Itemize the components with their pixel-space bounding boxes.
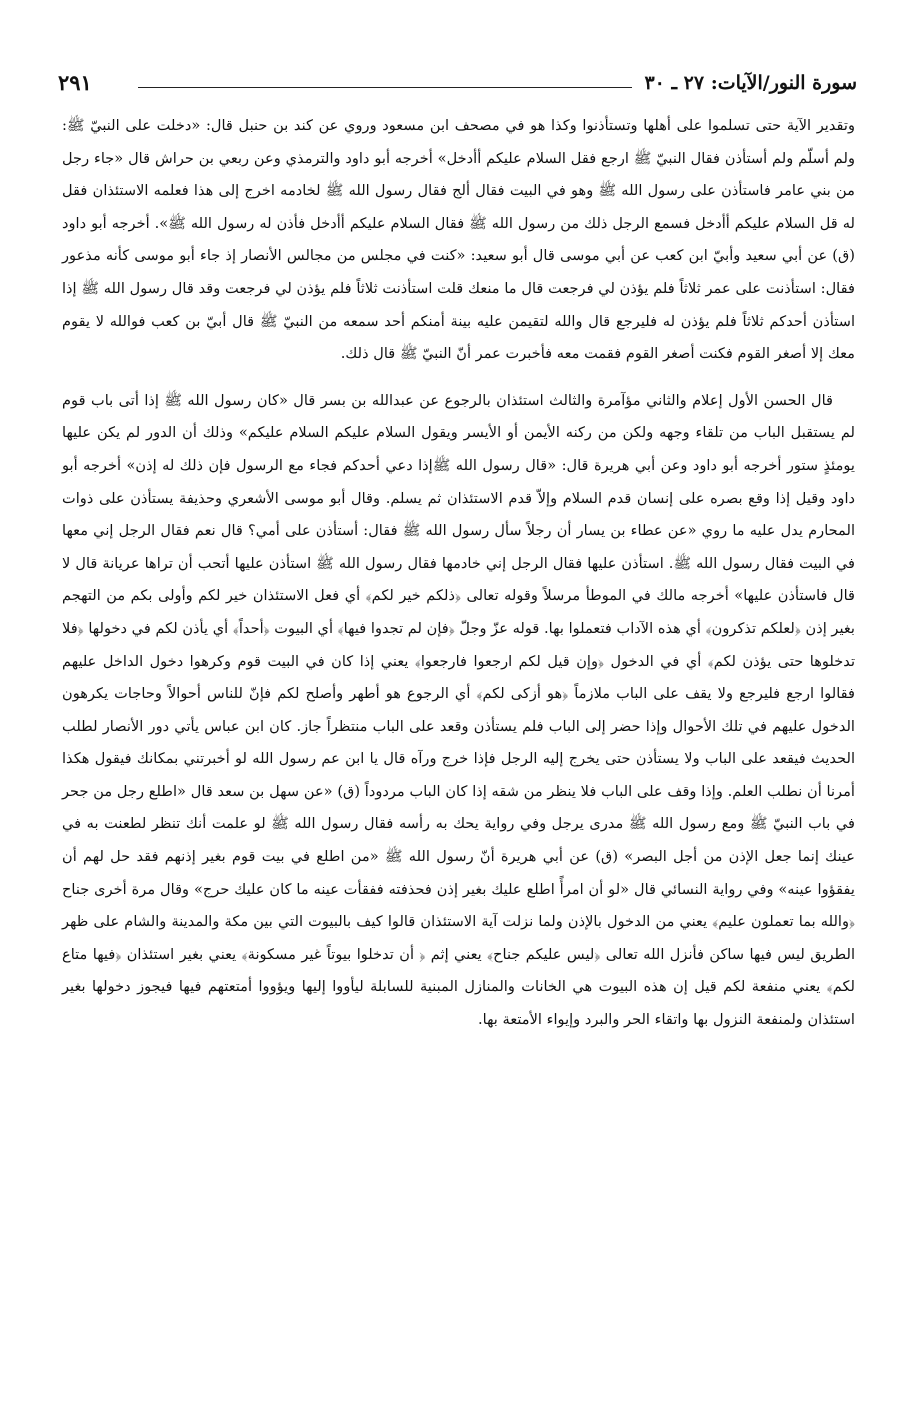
- surah-title: سورة النور/الآيات: ٢٧ ـ ٣٠: [644, 72, 857, 94]
- paragraph-1: وتقدير الآية حتى تسلموا على أهلها وتستأذنوا وكذا هو في مصحف ابن مسعود وروي عن كند بن حنبل قال: «دخلت على النبيّ ﷺ: ولم أسلّم ولم أستأذن فقال النبيّ ﷺ ارجع فقل السلام عليكم أأدخل» أخرجه أبو داود والترمذي وعن ربعي بن حراش قال «جاء رجل من بني عامر فاستأذن على رسول الله ﷺ وهو في البيت فقال ألج فقال رسول الله ﷺ لخادمه اخرج إلى هذا فعلمه الاستئذان فقل له قل السلام عليكم أأدخل فسمع الرجل ذلك من رسول الله ﷺ فقال السلام عليكم أأدخل فأذن له رسول الله ﷺ». أخرجه أبو داود (ق) عن أبي سعيد وأبيّ ابن كعب عن أبي موسى قال أبو سعيد: «كنت في مجلس من مجالس الأنصار إذ جاء أبو موسى كأنه مذعور فقال: استأذنت على عمر ثلاثاً فلم يؤذن لي فرجعت قال ما منعك قلت استأذنت ثلاثاً فلم يؤذن لي فرجعت وقد قال رسول الله ﷺ إذا استأذن أحدكم ثلاثاً فلم يؤذن له فليرجع قال والله لتقيمن عليه بينة أمنكم أحد سمعه من النبيّ ﷺ قال أبيّ بن كعب فوالله لا يقوم معك إلا أصغر القوم فكنت أصغر القوم فقمت معه فأخبرت عمر أنّ النبيّ ﷺ قال ذلك.: [62, 117, 855, 363]
- page-body: [62, 110, 855, 1037]
- header-rule: [138, 87, 632, 88]
- paragraph-2: قال الحسن الأول إعلام والثاني مؤآمرة والثالث استئذان بالرجوع عن عبدالله بن بسر قال «كان رسول الله ﷺ إذا أتى باب قوم لم يستقبل الباب من تلقاء وجهه ولكن من ركنه الأيمن أو الأيسر ويقول السلام عليكم السلام عليكم» وذلك أن الدور لم يكن عليها يومئذٍ ستور أخرجه أبو داود وعن أبي هريرة قال: «قال رسول الله ﷺإذا دعي أحدكم فجاء مع الرسول فإن ذلك له إذن» أخرجه أبو داود وقيل إذا وقع بصره على إنسان قدم السلام وإلاّ قدم الاستئذان ثم يسلم. وقال أبو موسى الأشعري وحذيفة يستأذن على ذوات المحارم يدل عليه ما روي «عن عطاء بن يسار أن رجلاً سأل رسول الله ﷺ فقال: أستأذن على أمي؟ قال نعم فقال الرجل إني معها في البيت فقال رسول الله ﷺ. استأذن عليها فقال الرجل إني خادمها فقال رسول الله ﷺ استأذن عليها أتحب أن تراها عريانة قال لا قال فاستأذن عليها» أخرجه مالك في الموطأ مرسلاً وقوله تعالى ﴿ذلكم خير لكم﴾ أي فعل الاستئذان خير لكم وأولى بكم من التهجم بغير إذن ﴿لعلكم تذكرون﴾ أي هذه الآداب فتعملوا بها. قوله عزّ وجلّ ﴿فإن لم تجدوا فيها﴾ أي البيوت ﴿أحداً﴾ أي يأذن لكم في دخولها ﴿فلا تدخلوها حتى يؤذن لكم﴾ أي في الدخول ﴿وإن قيل لكم ارجعوا فارجعوا﴾ يعني إذا كان في البيت قوم وكرهوا دخول الداخل عليهم فقالوا ارجع فليرجع ولا يقف على الباب ملازماً ﴿هو أزكى لكم﴾ أي الرجوع هو أطهر وأصلح لكم فإنّ للناس أحوالاً وحاجات يكرهون الدخول عليهم في تلك الأحوال وإذا حضر إلى الباب فلم يستأذن وقعد على الباب منتظراً جاز. كان ابن عباس يأتي دور الأنصار لطلب الحديث فيقعد على الباب ولا يستأذن حتى يخرج إليه الرجل فإذا خرج ورآه قال يا ابن عم رسول الله لو أخبرتني بمكانك فيقول هكذا أمرنا أن نطلب العلم. وإذا وقف على الباب فلا ينظر من شقه إذا كان الباب مردوداً (ق) «عن سهل بن سعد قال «اطلع رجل من جحر في باب النبيّ ﷺ ومع رسول الله ﷺ مدرى يرجل وفي رواية يحك به رأسه فقال رسول الله ﷺ لو علمت أنك تنظر لطعنت به في عينك إنما جعل الإذن من أجل البصر» (ق) عن أبي هريرة أنّ رسول الله ﷺ «من اطلع في بيت قوم بغير إذنهم فقد حل لهم أن يفقؤوا عينه» وفي رواية النسائي قال «لو أن امرأً اطلع عليك بغير إذن فحذفته ففقأت عينه ما كان عليك حرج» وقال مرة أخرى جناح ﴿والله بما تعملون عليم﴾ يعني من الدخول بالإذن ولما نزلت آية الاستئذان قالوا كيف بالبيوت التي بين مكة والمدينة والشام على ظهر الطريق ليس فيها ساكن فأنزل الله تعالى ﴿ليس عليكم جناح﴾ يعني إثم ﴿ أن تدخلوا بيوتاً غير مسكونة﴾ يعني بغير استئذان ﴿فيها متاع لكم﴾ يعني منفعة لكم قيل إن هذه البيوت هي الخانات والمنازل المبنية للسابلة ليأووا إليها ويؤووا أمتعتهم فيها فيجوز دخولها بغير استئذان ولمنفعة النزول بها واتقاء الحر والبرد وإيواء الأمتعة بها.: [62, 391, 855, 1029]
- page-number: ٢٩١: [58, 70, 92, 95]
- running-header: [58, 68, 857, 104]
